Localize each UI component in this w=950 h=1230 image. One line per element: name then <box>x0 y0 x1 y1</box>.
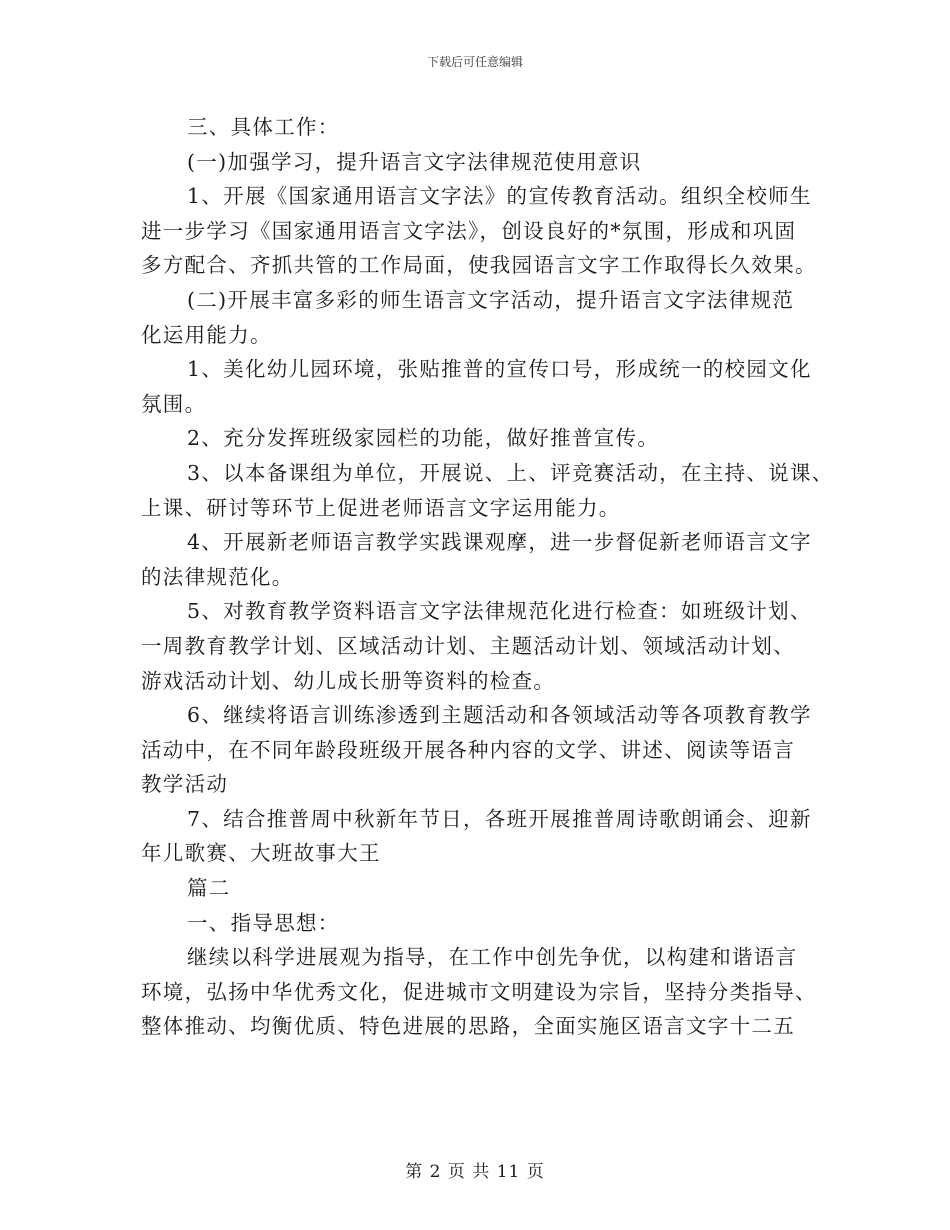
text-line: 进一步学习《国家通用语言文字法》，创设良好的*氛围，形成和巩固 <box>141 218 797 243</box>
text-line: 氛围。 <box>141 391 207 416</box>
text-line: 游戏活动计划、幼儿成长册等资料的检查。 <box>141 668 556 693</box>
text-line: 多方配合、齐抓共管的工作局面，使我园语言文字工作取得长久效果。 <box>141 253 817 278</box>
document-body <box>141 110 834 1044</box>
text-line: 教学活动 <box>141 772 229 797</box>
text-line: 化运用能力。 <box>141 322 272 347</box>
text-line: 一周教育教学计划、区域活动计划、主题活动计划、领域活动计划、 <box>141 633 795 658</box>
text-line: 1、开展《国家通用语言文字法》的宣传教育活动。组织全校师生 <box>187 184 812 209</box>
text-line: (一)加强学习，提升语言文字法律规范使用意识 <box>187 149 642 174</box>
page-header-note: 下载后可任意编辑 <box>426 55 523 69</box>
text-line: 3、以本备课组为单位，开展说、上、评竞赛活动，在主持、说课、 <box>187 460 834 485</box>
text-line: 整体推动、均衡优质、特色进展的思路，全面实施区语言文字十二五 <box>141 1014 795 1039</box>
text-line: 5、对教育教学资料语言文字法律规范化进行检查：如班级计划、 <box>187 599 812 624</box>
text-line: 的法律规范化。 <box>141 564 294 589</box>
text-line: 年儿歌赛、大班故事大王 <box>141 841 381 866</box>
text-line: 三、具体工作： <box>187 115 340 139</box>
page-footer-pagination: 第 2 页 共 11 页 <box>405 1162 545 1182</box>
text-line: 4、开展新老师语言教学实践课观摩，进一步督促新老师语言文字 <box>187 530 812 555</box>
text-line: 2、充分发挥班级家园栏的功能，做好推普宣传。 <box>187 426 660 451</box>
text-line: 篇二 <box>187 876 231 901</box>
text-line: 继续以科学进展观为指导，在工作中创先争优，以构建和谐语言 <box>187 945 798 970</box>
text-line: 1、美化幼儿园环境，张贴推普的宣传口号，形成统一的校园文化 <box>187 357 812 382</box>
text-line: 7、结合推普周中秋新年节日，各班开展推普周诗歌朗诵会、迎新 <box>187 806 812 831</box>
text-line: (二)开展丰富多彩的师生语言文字活动，提升语言文字法律规范 <box>187 287 795 312</box>
text-line: 6、继续将语言训练渗透到主题活动和各领域活动等各项教育教学 <box>187 703 812 728</box>
text-line: 活动中，在不同年龄段班级开展各种内容的文学、讲述、阅读等语言 <box>141 737 795 762</box>
text-line: 一、指导思想： <box>187 910 340 935</box>
text-line: 环境，弘扬中华优秀文化，促进城市文明建设为宗旨，坚持分类指导、 <box>141 979 817 1004</box>
text-line: 上课、研讨等环节上促进老师语言文字运用能力。 <box>141 495 621 520</box>
